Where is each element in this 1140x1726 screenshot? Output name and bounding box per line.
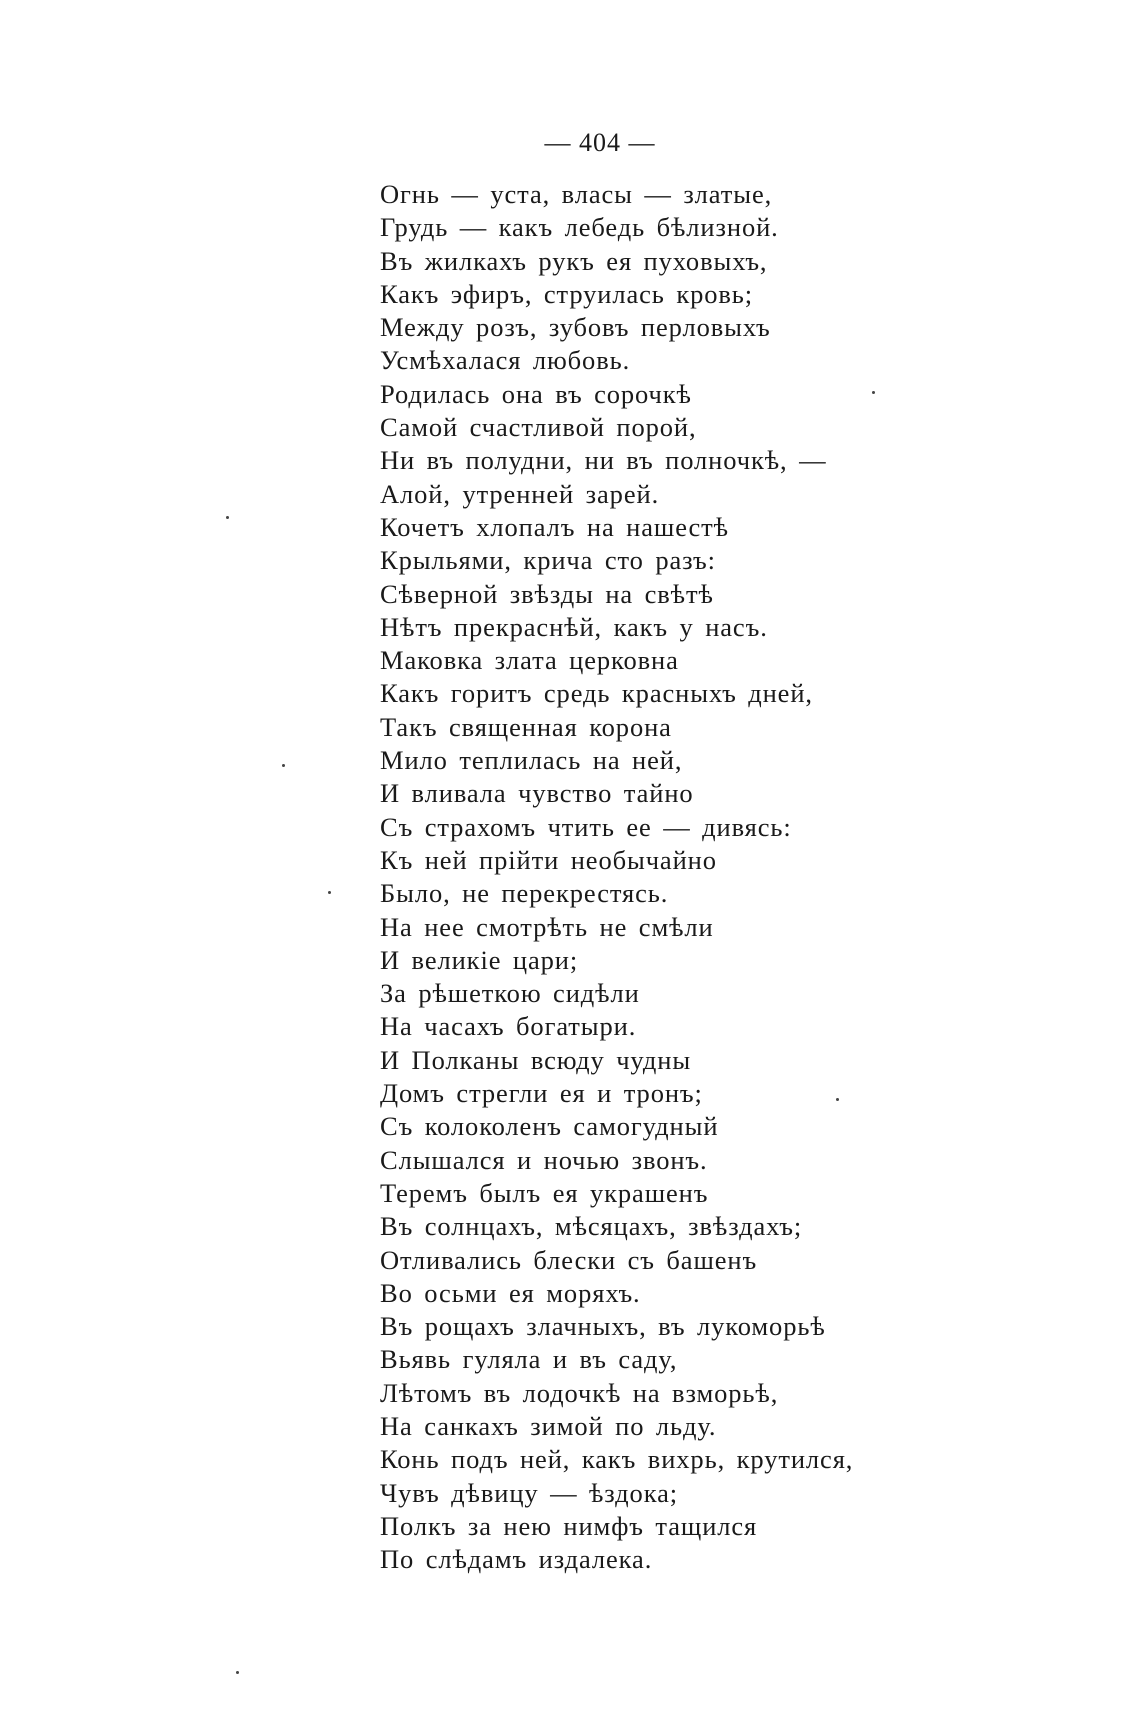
scan-speck bbox=[226, 516, 229, 519]
poem-line: Алой, утренней зарей. bbox=[380, 478, 660, 509]
poem-line: Крыльями, крича сто разъ: bbox=[380, 545, 716, 576]
poem-line: На санкахъ зимой по льду. bbox=[380, 1410, 717, 1441]
poem-line: Полкъ за нею нимфъ тащился bbox=[380, 1510, 758, 1541]
poem-line: Было, не перекрестясь. bbox=[380, 878, 669, 909]
poem-text bbox=[380, 178, 1080, 1576]
poem-line: Сѣверной звѣзды на свѣтѣ bbox=[380, 578, 714, 609]
scan-speck bbox=[836, 1098, 839, 1101]
poem-line: Вьявь гуляла и въ саду, bbox=[380, 1344, 678, 1375]
poem-line: Какъ эфиръ, струилась кровь; bbox=[380, 278, 754, 309]
scan-speck bbox=[282, 764, 285, 767]
scan-speck bbox=[872, 391, 875, 394]
poem-line: Домъ стрегли ея и тронъ; bbox=[380, 1078, 703, 1109]
poem-line: Къ ней прійти необычайно bbox=[380, 844, 717, 875]
poem-line: И вливала чувство тайно bbox=[380, 778, 694, 809]
poem-line: Нѣтъ прекраснѣй, какъ у насъ. bbox=[380, 611, 768, 642]
poem-line: По слѣдамъ издалека. bbox=[380, 1544, 653, 1575]
poem-line: Въ жилкахъ рукъ ея пуховыхъ, bbox=[380, 245, 768, 276]
poem-line: Какъ горитъ средь красныхъ дней, bbox=[380, 678, 813, 709]
poem-line: Слышался и ночью звонъ. bbox=[380, 1144, 708, 1175]
poem-line: Грудь — какъ лебедь бѣлизной. bbox=[380, 212, 779, 243]
poem-line: Въ солнцахъ, мѣсяцахъ, звѣздахъ; bbox=[380, 1211, 803, 1242]
poem-line: Съ страхомъ чтить ее — дивясь: bbox=[380, 811, 792, 842]
poem-line: Съ колоколенъ самогудный bbox=[380, 1111, 719, 1142]
poem-line: Ни въ полудни, ни въ полночкѣ, — bbox=[380, 445, 827, 476]
poem-line: Лѣтомъ въ лодочкѣ на взморьѣ, bbox=[380, 1377, 779, 1408]
poem-line: Самой счастливой порой, bbox=[380, 412, 697, 443]
poem-line: На нее смотрѣть не смѣли bbox=[380, 911, 714, 942]
poem-line: Конь подъ ней, какъ вихрь, крутился, bbox=[380, 1444, 854, 1475]
scan-speck bbox=[236, 1671, 239, 1674]
poem-line: На часахъ богатыри. bbox=[380, 1011, 637, 1042]
poem-line: И великіе цари; bbox=[380, 944, 579, 975]
poem-line: Между розъ, зубовъ перловыхъ bbox=[380, 312, 771, 343]
poem-line: Въ рощахъ злачныхъ, въ лукоморьѣ bbox=[380, 1311, 826, 1342]
poem-line: Кочетъ хлопалъ на нашестѣ bbox=[380, 511, 729, 542]
poem-line: Мило теплилась на ней, bbox=[380, 745, 683, 776]
poem-line: Во осьми ея моряхъ. bbox=[380, 1277, 641, 1308]
poem-line: Такъ священная корона bbox=[380, 711, 672, 742]
poem-line: За рѣшеткою сидѣли bbox=[380, 978, 640, 1009]
poem-line: И Полканы всюду чудны bbox=[380, 1044, 692, 1075]
poem-line: Отливались блески съ башенъ bbox=[380, 1244, 758, 1275]
poem-line: Родилась она въ сорочкѣ bbox=[380, 378, 692, 409]
poem-line: Чувъ дѣвицу — ѣздока; bbox=[380, 1477, 679, 1508]
poem-line: Огнь — уста, власы — златые, bbox=[380, 179, 773, 209]
poem-line: Маковка злата церковна bbox=[380, 645, 679, 676]
poem-line: Теремъ былъ ея украшенъ bbox=[380, 1177, 709, 1208]
scan-speck bbox=[328, 891, 331, 894]
page-number: — 404 — bbox=[544, 128, 656, 157]
poem-line: Усмѣхалася любовь. bbox=[380, 345, 631, 376]
